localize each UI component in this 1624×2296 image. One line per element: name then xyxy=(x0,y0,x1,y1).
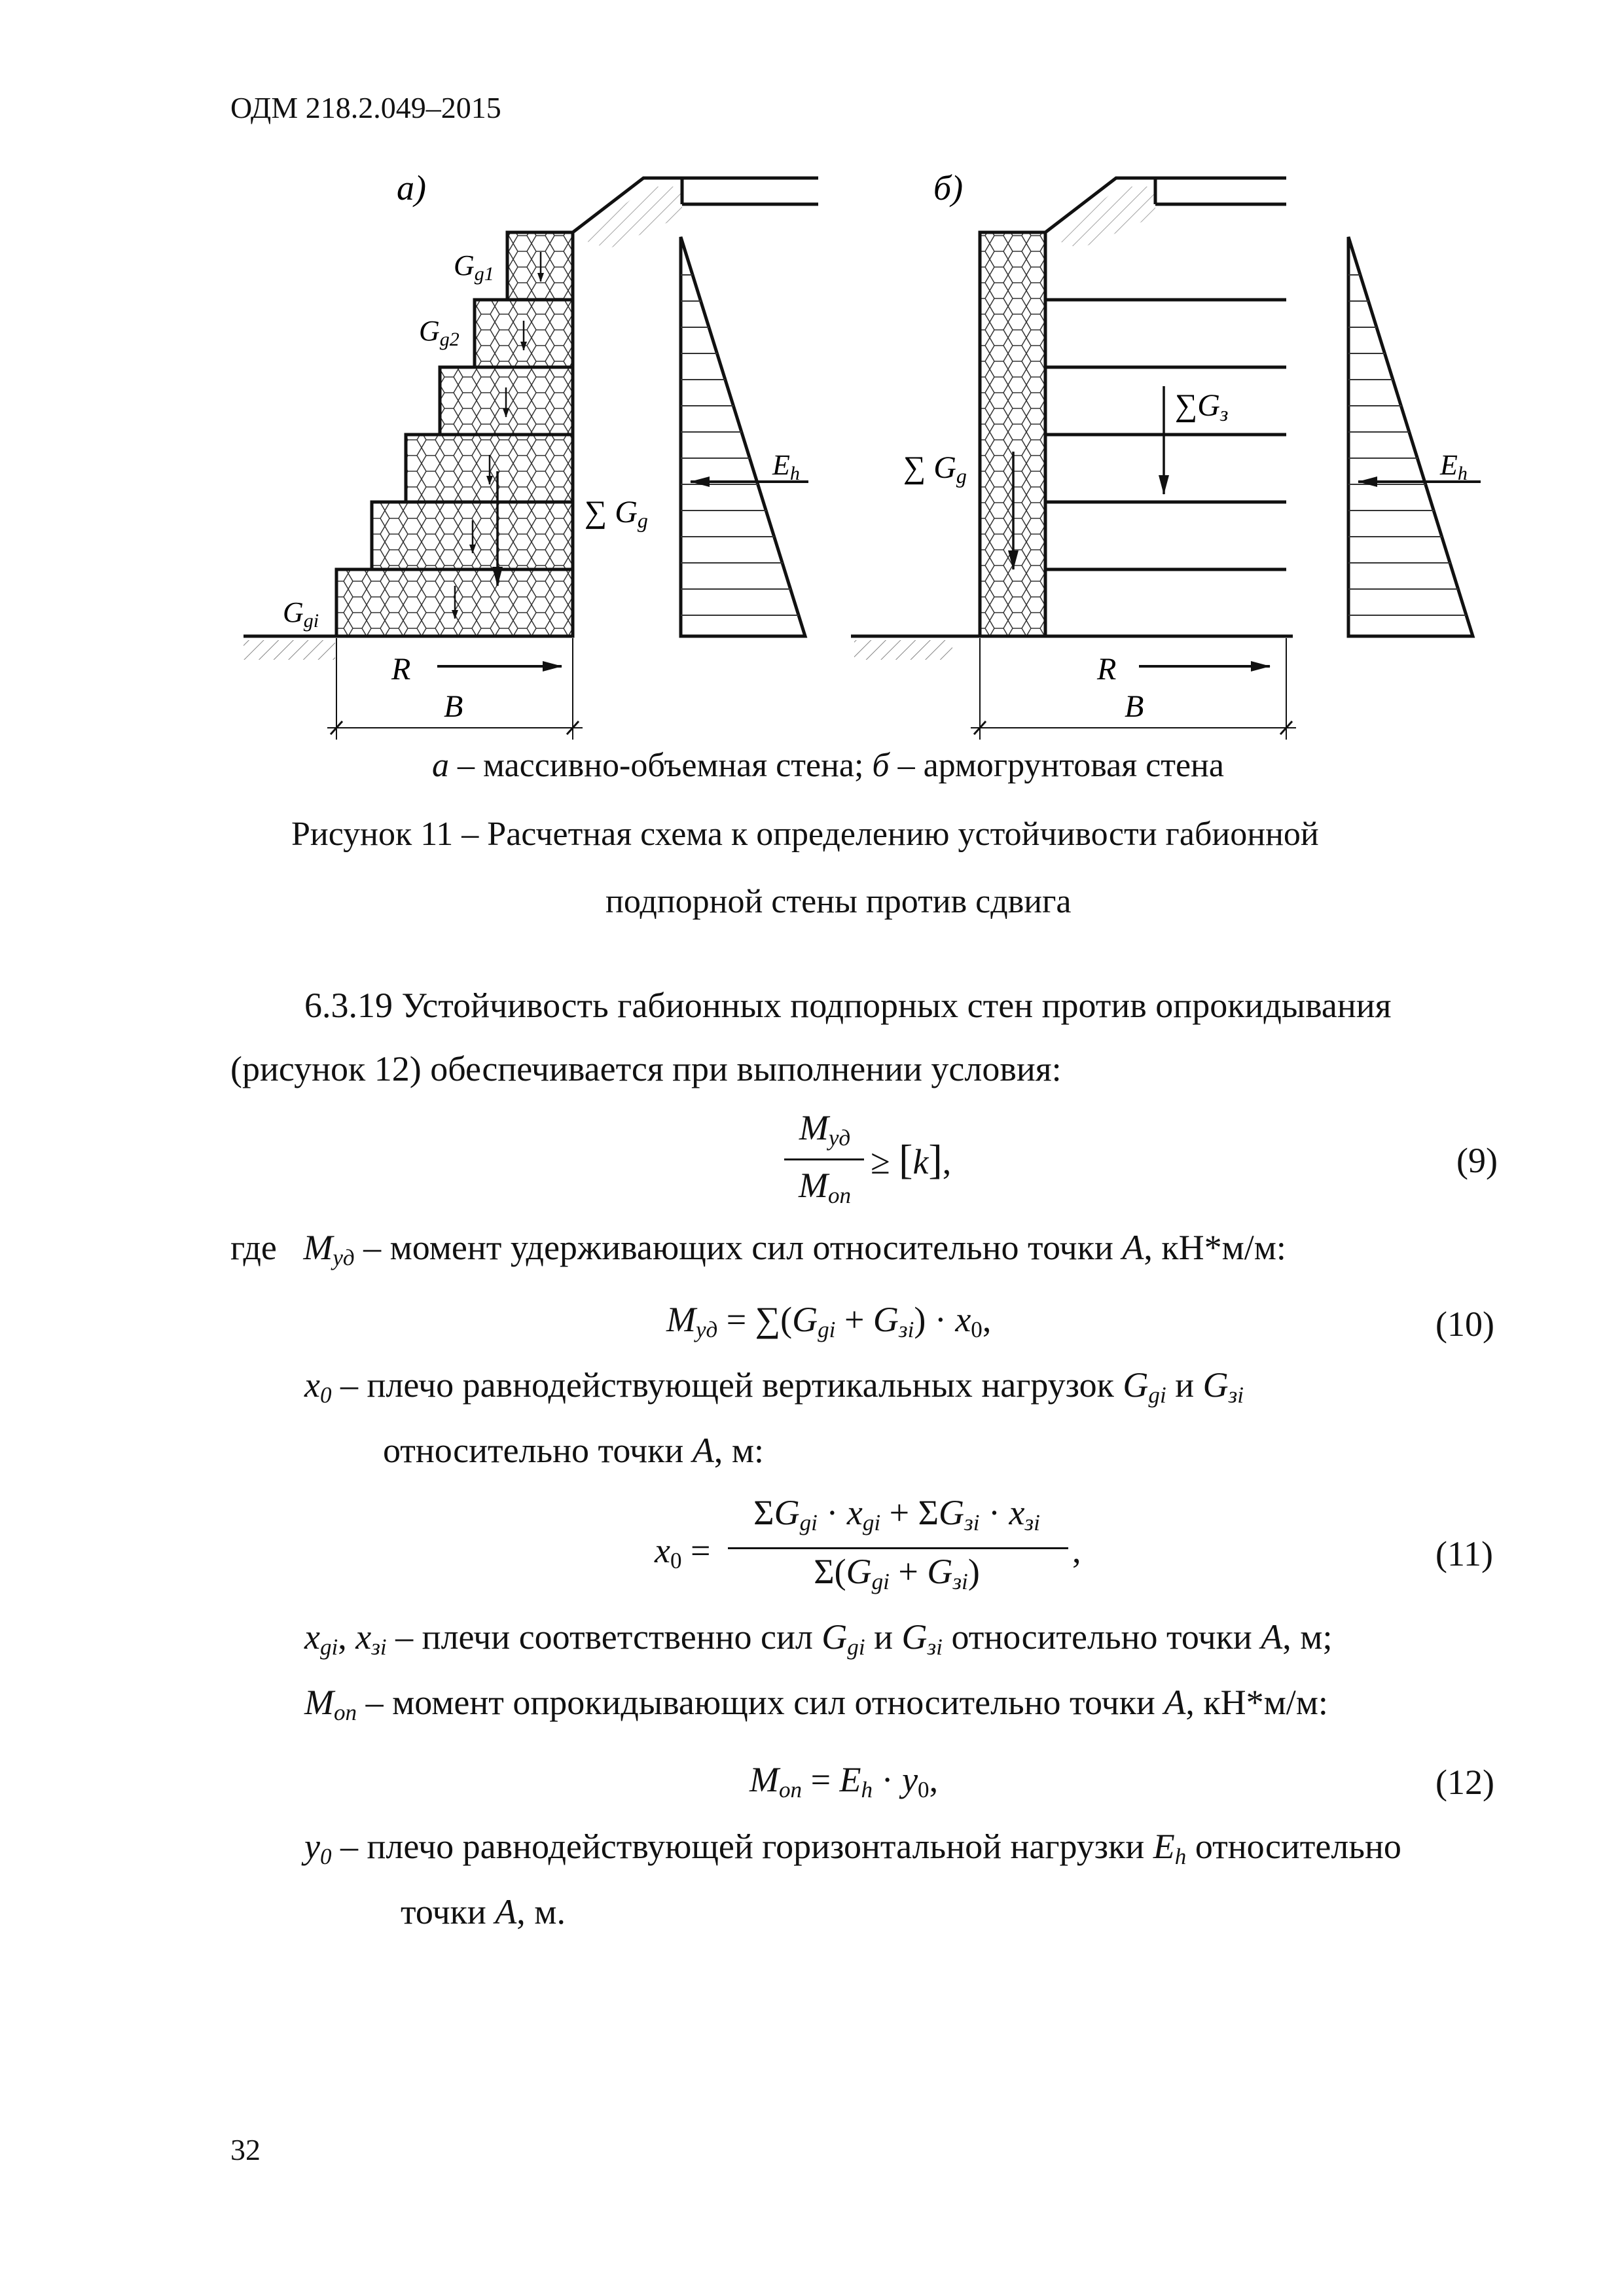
page-header: ОДМ 218.2.049–2015 xyxy=(230,91,501,124)
paragraph-line2: (рисунок 12) обеспечивается при выполнении условия: xyxy=(230,1049,1062,1088)
svg-text:∑ Gg: ∑ Gg xyxy=(585,495,648,532)
svg-text:B: B xyxy=(444,689,463,724)
definition-x0-line2: относительно точки A, м: xyxy=(383,1431,765,1470)
equation-9-number: (9) xyxy=(1456,1141,1498,1180)
figure-11 xyxy=(0,0,1624,772)
svg-text:∑Gз: ∑Gз xyxy=(1175,388,1229,425)
figure-b-label: б) xyxy=(933,168,964,207)
svg-text:Ggi: Ggi xyxy=(283,596,319,632)
svg-text:R: R xyxy=(1097,652,1117,687)
figure-caption-line2: подпорной стены против сдвига xyxy=(605,883,1072,920)
figure-a xyxy=(244,168,818,740)
page-number: 32 xyxy=(230,2133,261,2166)
definition-x0: $x_0$ – плечо равнодействующей вертикальных нагрузок $G_{gi}$ и $G_{зi}$ xyxy=(304,1365,1244,1408)
equation-10: $M_{уд} = \sum(G_{gi} + G_{зi}) \cdot x_0$, xyxy=(666,1300,992,1342)
definition-xgi: $x_{gi}$, $x_{зi}$ – плечи соответственно сил $G_{gi}$ и $G_{зi}$ относительно точки A, м; xyxy=(304,1617,1333,1660)
svg-text:∑ Gg: ∑ Gg xyxy=(903,450,967,488)
svg-text:B: B xyxy=(1125,689,1144,724)
figure-caption-line1: Рисунок 11 – Расчетная схема к определению устойчивости габионной xyxy=(291,816,1319,853)
svg-text:Eh: Eh xyxy=(1440,449,1468,484)
definition-myd: где $M_{уд}$ – момент удерживающих сил относительно точки A, кН*м/м: xyxy=(230,1228,1286,1270)
equation-10-number: (10) xyxy=(1435,1304,1494,1344)
equation-12-number: (12) xyxy=(1435,1763,1494,1802)
figure-a-label: а) xyxy=(397,168,426,207)
svg-text:Eh: Eh xyxy=(772,449,800,484)
svg-text:Gg1: Gg1 xyxy=(454,249,494,285)
definition-mon: $M_{оп}$ – момент опрокидывающих сил относительно точки A, кН*м/м: xyxy=(304,1683,1328,1725)
paragraph-line1: 6.3.19 Устойчивость габионных подпорных стен против опрокидывания xyxy=(304,986,1392,1025)
svg-text:Gg2: Gg2 xyxy=(419,315,460,350)
svg-text:R: R xyxy=(391,652,411,687)
definition-y0: $y_0$ – плечо равнодействующей горизонтальной нагрузки $E_h$ относительно xyxy=(304,1827,1401,1869)
equation-12: $M_{оп} = E_h \cdot y_0$, xyxy=(749,1760,939,1803)
figure-b xyxy=(851,168,1481,740)
equation-11-number: (11) xyxy=(1435,1534,1493,1573)
definition-y0-line2: точки A, м. xyxy=(401,1892,566,1931)
figure-subcaption: а – массивно-объемная стена; б – армогрунтовая стена xyxy=(432,747,1224,784)
